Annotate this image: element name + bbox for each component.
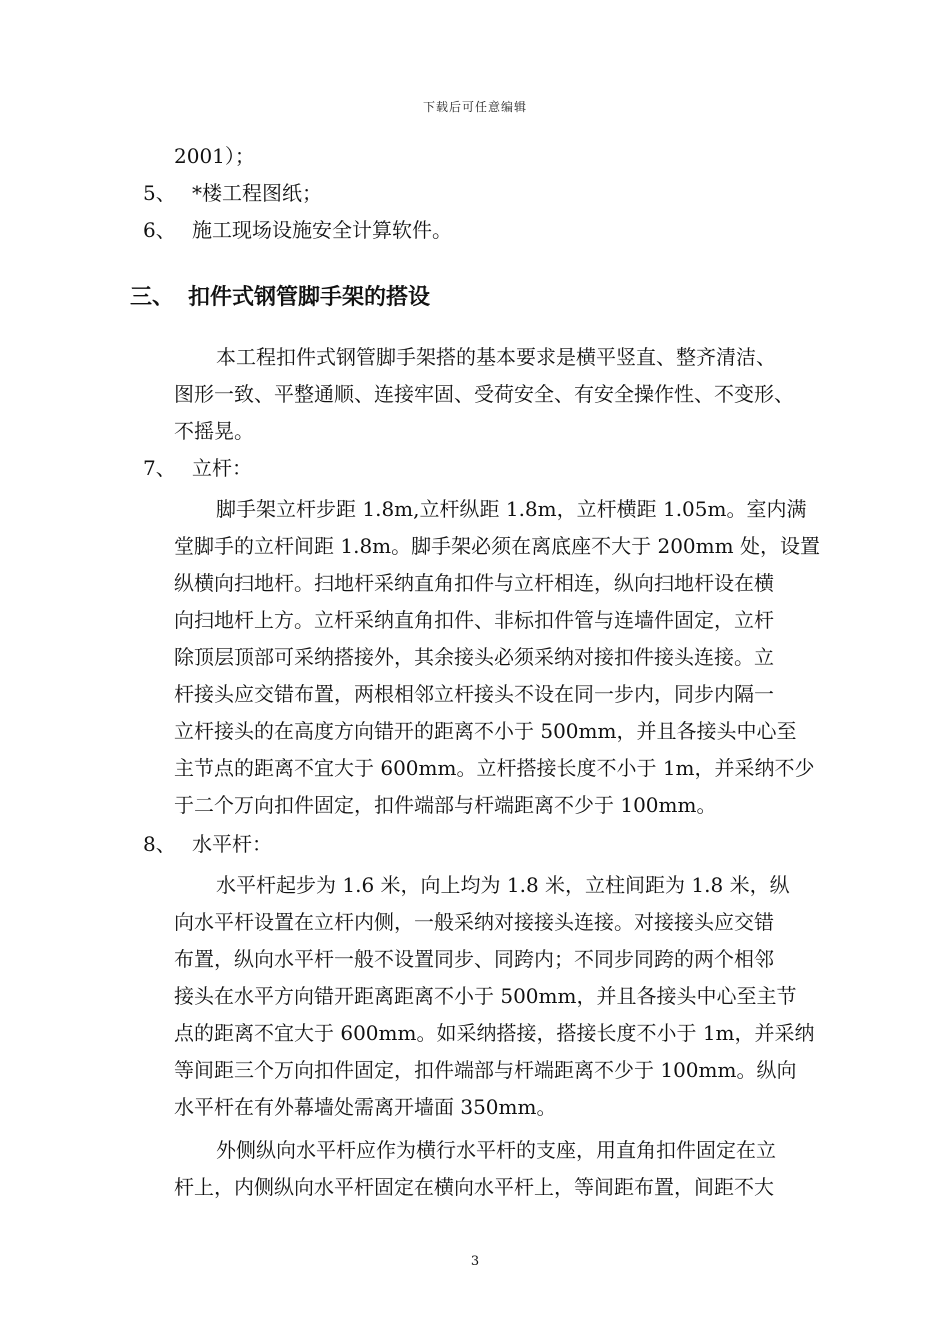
section-number: 三、 xyxy=(130,285,175,310)
item7-number: 7、 xyxy=(143,456,176,480)
item8-line: 点的距离不宜大于 600mm。如采纳搭接，搭接长度不小于 1m，并采纳 xyxy=(174,1021,815,1045)
item7-line: 于二个万向扣件固定，扣件端部与杆端距离不少于 100mm。 xyxy=(174,793,717,817)
item8-line: 向水平杆设置在立杆内侧，一般采纳对接接头连接。对接接头应交错 xyxy=(174,910,774,934)
item7-line: 立杆接头的在高度方向错开的距离不小于 500mm，并且各接头中心至 xyxy=(174,719,797,743)
item7-line: 杆接头应交错布置，两根相邻立杆接头不设在同一步内，同步内隔一 xyxy=(174,682,774,706)
item8-line: 杆上，内侧纵向水平杆固定在横向水平杆上，等间距布置，间距不大 xyxy=(174,1175,774,1199)
item8-line: 水平杆在有外幕墙处需离开墙面 350mm。 xyxy=(174,1095,557,1119)
item8-line: 等间距三个万向扣件固定，扣件端部与杆端距离不少于 100mm。纵向 xyxy=(174,1058,797,1082)
reference-continuation: 2001）； xyxy=(174,144,255,168)
item7-line: 脚手架立杆步距 1.8m,立杆纵距 1.8m，立杆横距 1.05m。室内满 xyxy=(216,497,807,521)
item7-line: 堂脚手的立杆间距 1.8m。脚手架必须在离底座不大于 200mm 处，设置 xyxy=(174,534,820,558)
page-number: 3 xyxy=(470,1254,480,1269)
page-header-note: 下载后可任意编辑 xyxy=(422,100,527,114)
item7-line: 主节点的距离不宜大于 600mm。立杆搭接长度不小于 1m，并采纳不少 xyxy=(174,756,815,780)
intro-line: 图形一致、平整通顺、连接牢固、受荷安全、有安全操作性、不变形、 xyxy=(174,382,794,406)
item8-line: 布置，纵向水平杆一般不设置同步、同跨内；不同步同跨的两个相邻 xyxy=(174,947,774,971)
item8-heading: 水平杆： xyxy=(192,832,272,856)
item8-number: 8、 xyxy=(143,832,176,856)
item7-line: 向扫地杆上方。立杆采纳直角扣件、非标扣件管与连墙件固定，立杆 xyxy=(174,608,774,632)
item8-line: 接头在水平方向错开距离距离不小于 500mm，并且各接头中心至主节 xyxy=(174,984,797,1008)
item8-line: 外侧纵向水平杆应作为横行水平杆的支座，用直角扣件固定在立 xyxy=(216,1138,776,1162)
list-item-text: 施工现场设施安全计算软件。 xyxy=(192,218,452,242)
list-item-number: 5、 xyxy=(143,181,176,205)
list-item-text: *楼工程图纸； xyxy=(192,181,322,205)
intro-line: 不摇晃。 xyxy=(174,419,254,443)
item7-line: 除顶层顶部可采纳搭接外，其余接头必须采纳对接扣件接头连接。立 xyxy=(174,645,774,669)
section-title: 扣件式钢管脚手架的搭设 xyxy=(188,285,431,310)
item8-line: 水平杆起步为 1.6 米，向上均为 1.8 米，立柱间距为 1.8 米，纵 xyxy=(216,873,790,897)
item7-heading: 立杆： xyxy=(192,456,252,480)
intro-line: 本工程扣件式钢管脚手架搭的基本要求是横平竖直、整齐清洁、 xyxy=(216,345,776,369)
list-item-number: 6、 xyxy=(143,218,176,242)
item7-line: 纵横向扫地杆。扫地杆采纳直角扣件与立杆相连，纵向扫地杆设在横 xyxy=(174,571,774,595)
